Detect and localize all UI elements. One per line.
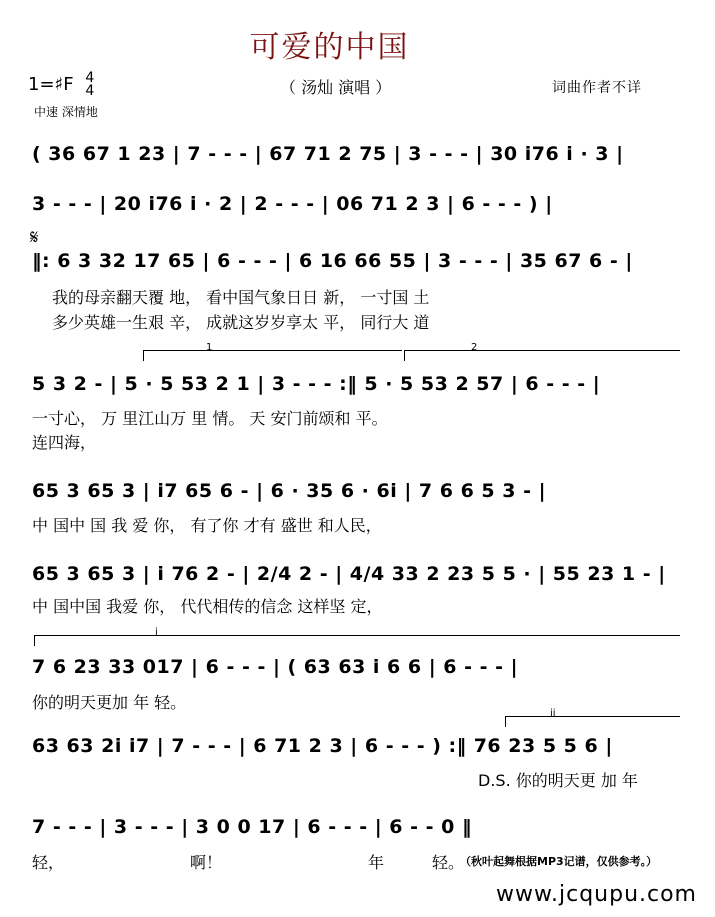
- lyric-line-6: 中 国中国 我爱 你， 代代相传的信念 这样坚 定，: [32, 597, 383, 616]
- singer-label: （ 汤灿 演唱 ）: [280, 78, 392, 97]
- lyric-line-9a: 轻，: [32, 853, 65, 872]
- song-title: 可爱的中国: [249, 30, 410, 65]
- time-numerator: 4: [85, 70, 95, 86]
- volta-bracket-ii: [505, 708, 680, 727]
- site-watermark: www.jcqupu.com: [496, 882, 697, 907]
- score-line-3: ‖: 6 3 32 17 65 | 6 - - - | 6 16 66 55 | 3 - - - | 35 67 6 - |: [32, 250, 633, 272]
- transcription-note: （秋叶起舞根据MP3记谱，仅供参考。）: [460, 855, 658, 868]
- volta-bracket-i: [34, 627, 680, 646]
- volta-number-ii: ii: [550, 708, 556, 719]
- lyric-line-9d: 轻。: [432, 853, 465, 872]
- volta-bracket-2: [404, 342, 680, 361]
- lyric-line-9b: 啊！: [190, 853, 223, 872]
- credit-label: 词曲作者不详: [552, 80, 642, 96]
- score-line-9: 7 - - - | 3 - - - | 3 0 0 17 | 6 - - - | 6 - - 0 ‖: [32, 816, 472, 838]
- score-line-6: 65 3 65 3 | i 76 2 - | 2/4 2 - | 4/4 33 2 23 5 5 · | 55 23 1 - |: [32, 563, 666, 585]
- lyric-line-4a: 一寸心， 万 里江山万 里 情。 天 安门前颂和 平。: [32, 409, 388, 428]
- score-line-2: 3 - - - | 20 i76 i · 2 | 2 - - - | 06 71 2 3 | 6 - - - ) |: [32, 193, 553, 215]
- tempo-marking: 中速 深情地: [34, 105, 98, 119]
- lyric-line-8: D.S. 你的明天更 加 年: [478, 771, 638, 790]
- lyric-line-5: 中 国中 国 我 爱 你， 有了你 才有 盛世 和人民，: [32, 516, 382, 535]
- key-signature: [28, 72, 94, 98]
- score-line-8: 63 63 2i i7 | 7 - - - | 6 71 2 3 | 6 - - - ) :‖ 76 23 5 5 6 |: [32, 735, 613, 757]
- score-line-7: 7 6 23 33 017 | 6 - - - | ( 63 63 i 6 6 | 6 - - - |: [32, 656, 519, 678]
- key-label: 1=♯F: [28, 74, 74, 95]
- score-line-5: 65 3 65 3 | i7 65 6 - | 6 · 35 6 · 6i | 7 6 6 5 3 - |: [32, 480, 547, 502]
- lyric-line-3b: 多少英雄一生艰 辛， 成就这岁岁享太 平， 同行大 道: [52, 313, 430, 332]
- score-line-4: 5 3 2 - | 5 · 5 53 2 1 | 3 - - - :‖ 5 · 5 53 2 57 | 6 - - - |: [32, 373, 601, 395]
- volta-number-i: i: [155, 627, 158, 638]
- lyric-line-3a: 我的母亲翻天覆 地， 看中国气象日日 新， 一寸国 土: [52, 288, 430, 307]
- volta-bracket-1: [143, 342, 402, 361]
- volta-number-2: 2: [471, 342, 478, 353]
- lyric-line-4b: 连四海，: [32, 433, 97, 452]
- time-denominator: 4: [85, 83, 95, 99]
- segno-sign: 𝄋: [30, 225, 39, 249]
- score-line-1: ( 36 67 1 23 | 7 - - - | 67 71 2 75 | 3 - - - | 30 i76 i · 3 |: [32, 143, 624, 165]
- time-signature: [85, 72, 94, 98]
- lyric-line-9c: 年: [368, 853, 385, 872]
- lyric-line-7: 你的明天更加 年 轻。: [32, 693, 187, 712]
- volta-number-1: 1: [206, 342, 213, 353]
